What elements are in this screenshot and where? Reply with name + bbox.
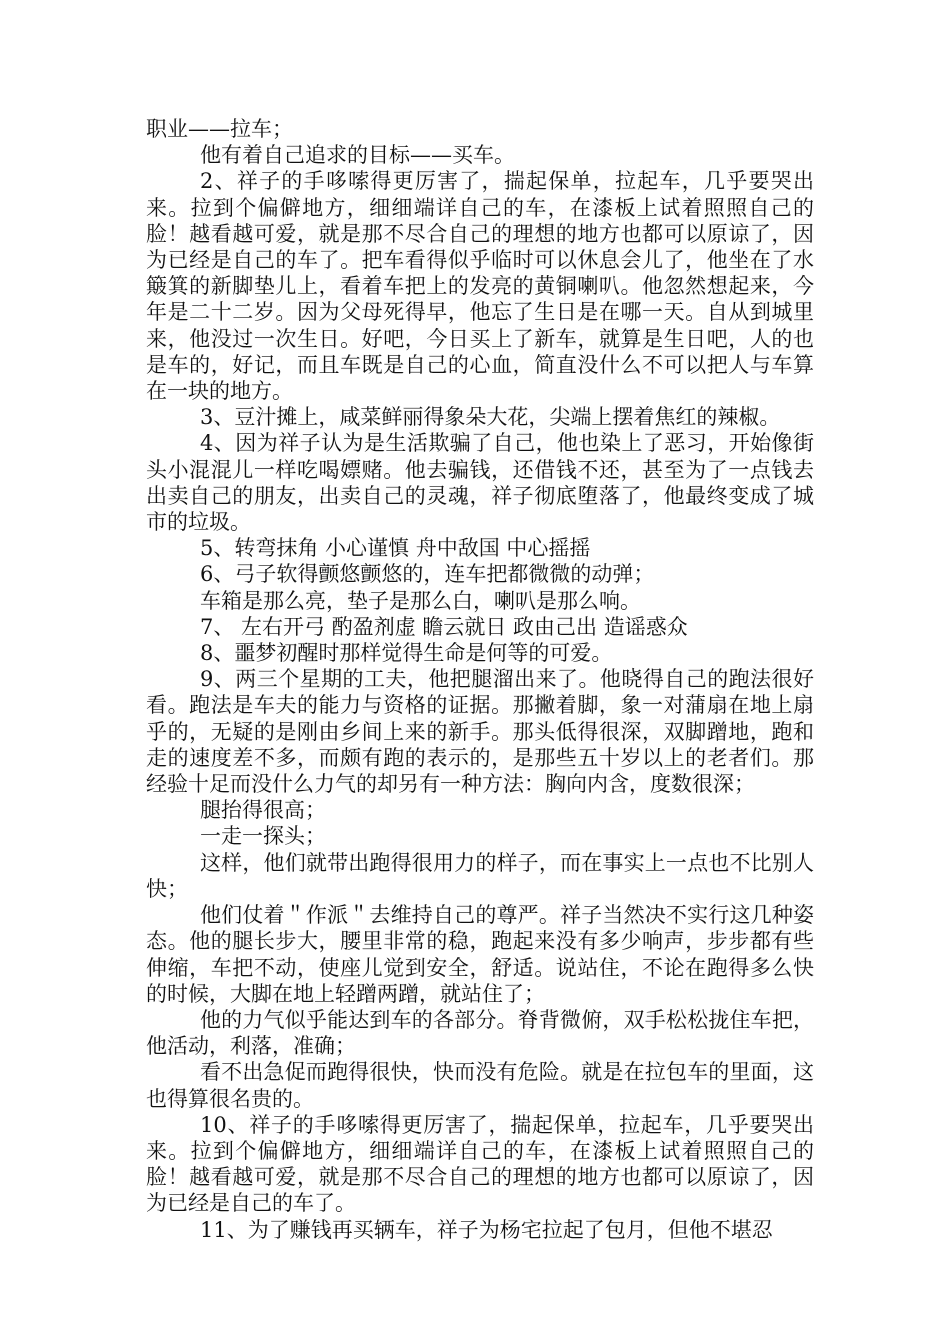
- paragraph-12: 一走一探头；: [200, 824, 326, 849]
- paragraph-2: 2、祥子的手哆嗦得更厉害了，揣起保单，拉起车，几乎要哭出来。拉到个偏僻地方，细细端详自己的车，在漆板上试着照照自己的脸！越看越可爱，就是那不尽合自己的理想的地方也都可以原谅了，因为已经是自己的车了。把车看得似乎临时可以休息会儿了，他坐在了水簸箕的新脚垫儿上，看着车把上的发亮的黄铜喇叭。他忽然想起来，今年是二十二岁。因为父母死得早，他忘了生日是在哪一天。自从到城里来，他没过一次生日。好吧，今日买上了新车，就算是生日吧，人的也是车的，好记，而且车既是自己的心血，简直没什么不可以把人与车算在一块的地方。: [146, 169, 814, 404]
- paragraph-10: 9、两三个星期的工夫，他把腿溜出来了。他晓得自己的跑法很好看。跑法是车夫的能力与资格的证据。那撇着脚，象一对蒲扇在地上扇乎的，无疑的是刚由乡间上来的新手。那头低得很深，双脚蹭地，跑和走的速度差不多，而颇有跑的表示的，是那些五十岁以上的老者们。那经验十足而没什么力气的却另有一种方法：胸向内含，度数很深；: [146, 667, 814, 797]
- paragraph-3: 3、豆汁摊上，咸菜鲜丽得象朵大花，尖端上摆着焦红的辣椒。: [200, 405, 781, 430]
- paragraph-1: 他有着自己追求的目标——买车。: [200, 143, 515, 168]
- paragraph-4: 4、因为祥子认为是生活欺骗了自己，他也染上了恶习，开始像街头小混混儿一样吃喝嫖赌。他去骗钱，还借钱不还，甚至为了一点钱去出卖自己的朋友，出卖自己的灵魂，祥子彻底堕落了，他最终变成了城市的垃圾。: [146, 431, 814, 535]
- paragraph-14: 他们仗着＂作派＂去维持自己的尊严。祥子当然决不实行这几种姿态。他的腿长步大，腰里非常的稳，跑起来没有多少响声，步步都有些伸缩，车把不动，使座儿觉到安全，舒适。说站住，不论在跑得多么快的时候，大脚在地上轻蹭两蹭，就站住了；: [146, 903, 814, 1006]
- paragraph-16: 看不出急促而跑得很快，快而没有危险。就是在拉包车的里面，这也得算很名贵的。: [146, 1060, 814, 1111]
- paragraph-6: 6、弓子软得颤悠颤悠的，连车把都微微的动弹；: [200, 562, 655, 587]
- paragraph-7: 车箱是那么亮，垫子是那么白，喇叭是那么响。: [200, 588, 641, 613]
- paragraph-13: 这样，他们就带出跑得很用力的样子，而在事实上一点也不比别人快；: [146, 850, 814, 901]
- paragraph-11: 腿抬得很高；: [200, 798, 326, 823]
- paragraph-9: 8、噩梦初醒时那样觉得生命是何等的可爱。: [200, 641, 613, 666]
- paragraph-8: 7、 左右开弓 酌盈剂虚 瞻云就日 政由己出 造谣惑众: [200, 614, 688, 639]
- paragraph-15: 他的力气似乎能达到车的各部分。脊背微俯，双手松松拢住车把，他活动，利落，准确；: [146, 1007, 814, 1059]
- paragraph-5: 5、转弯抹角 小心谨慎 舟中敌国 中心摇摇: [200, 536, 591, 561]
- document-body: [146, 116, 814, 1243]
- paragraph-17: 10、祥子的手哆嗦得更厉害了，揣起保单，拉起车，几乎要哭出来。拉到个偏僻地方，细细端详自己的车，在漆板上试着照照自己的脸！越看越可爱，就是那不尽合自己的理想的地方也都可以原谅了，因为已经是自己的车了。: [146, 1112, 814, 1216]
- paragraph-0: 职业——拉车；: [146, 117, 293, 141]
- paragraph-18: 11、为了赚钱再买辆车，祥子为杨宅拉起了包月，但他不堪忍: [200, 1217, 773, 1242]
